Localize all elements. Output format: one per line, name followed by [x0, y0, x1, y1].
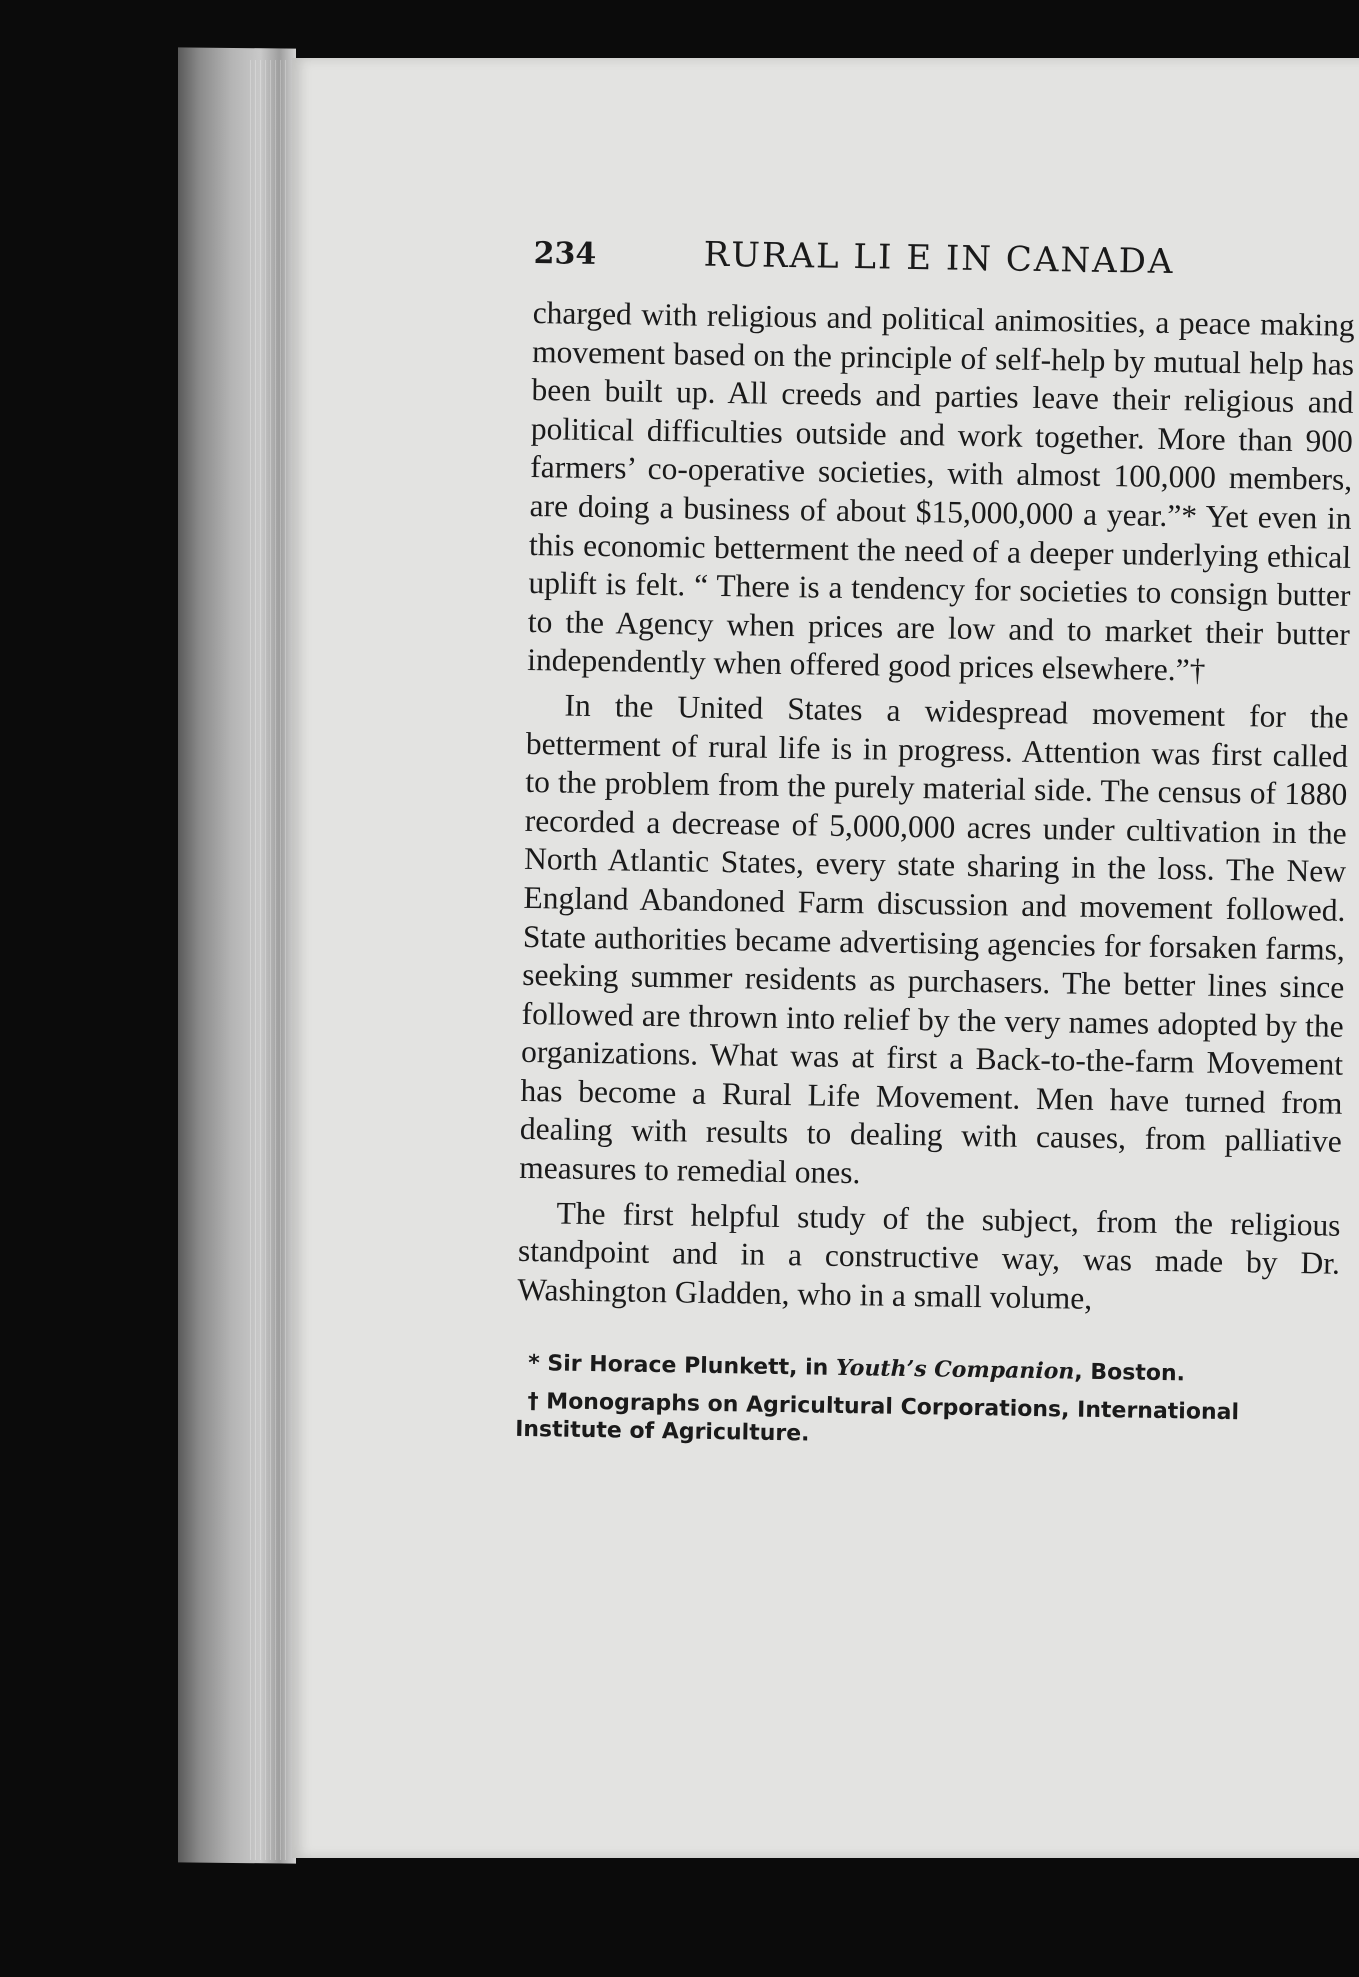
footnote-star	[516, 1349, 1338, 1391]
page-content	[515, 232, 1356, 1467]
paragraph-1: charged with religious and political animosities, a peace making movement based on the principle of self-help by mutual help has been built up. All creeds and parties leave their religious and political difficulties outside and work together. More than 900 farmers’ co-operative societies, with almost 100,000 members, are doing a business of about $15,000,000 a year.”* Yet even in this economic betterment the need of a deeper underlying ethical uplift is felt. “ There is a tendency for societies to consign butter to the Agency when prices are low and to market their butter independently when offered good prices elsewhere.”†	[527, 294, 1355, 688]
footnote-star-suffix: , Boston.	[1074, 1360, 1186, 1387]
page-number: 234	[533, 235, 597, 272]
running-head: RURAL LI E IN CANADA	[703, 234, 1175, 283]
page-edge-leaves	[250, 60, 290, 1860]
footnotes	[515, 1349, 1338, 1457]
footnote-dagger: † Monographs on Agricultural Corporations, International Institute of Agriculture.	[514, 1389, 1240, 1447]
body-text	[517, 294, 1355, 1322]
footnote-star-prefix: * Sir Horace Plunkett, in	[528, 1351, 837, 1382]
paragraph-2: In the United States a widespread movement for the betterment of rural life is in progress. Attention was first called to the problem from the purely material side. The census of 1880 recorded a decrease of 5,000,000 acres under cultivation in the North Atlantic States, every state sharing in the loss. The New England Abandoned Farm discussion and movement followed. State authorities became advertising agencies for forsaken farms, seeking summer residents as purchasers. The better lines since followed are thrown into relief by the very names adopted by the organizations. What was at first a Back-to-the-farm Movement has become a Rural Life Movement. Men have turned from dealing with results to dealing with causes, from palliative measures to remedial ones.	[519, 687, 1349, 1191]
paragraph-3: The first helpful study of the subject, from the religious standpoint and in a constructive way, was made by Dr. Washington Gladden, who in a small volume,	[517, 1195, 1341, 1316]
footnote-star-publication: Youth’s Companion	[835, 1355, 1075, 1386]
